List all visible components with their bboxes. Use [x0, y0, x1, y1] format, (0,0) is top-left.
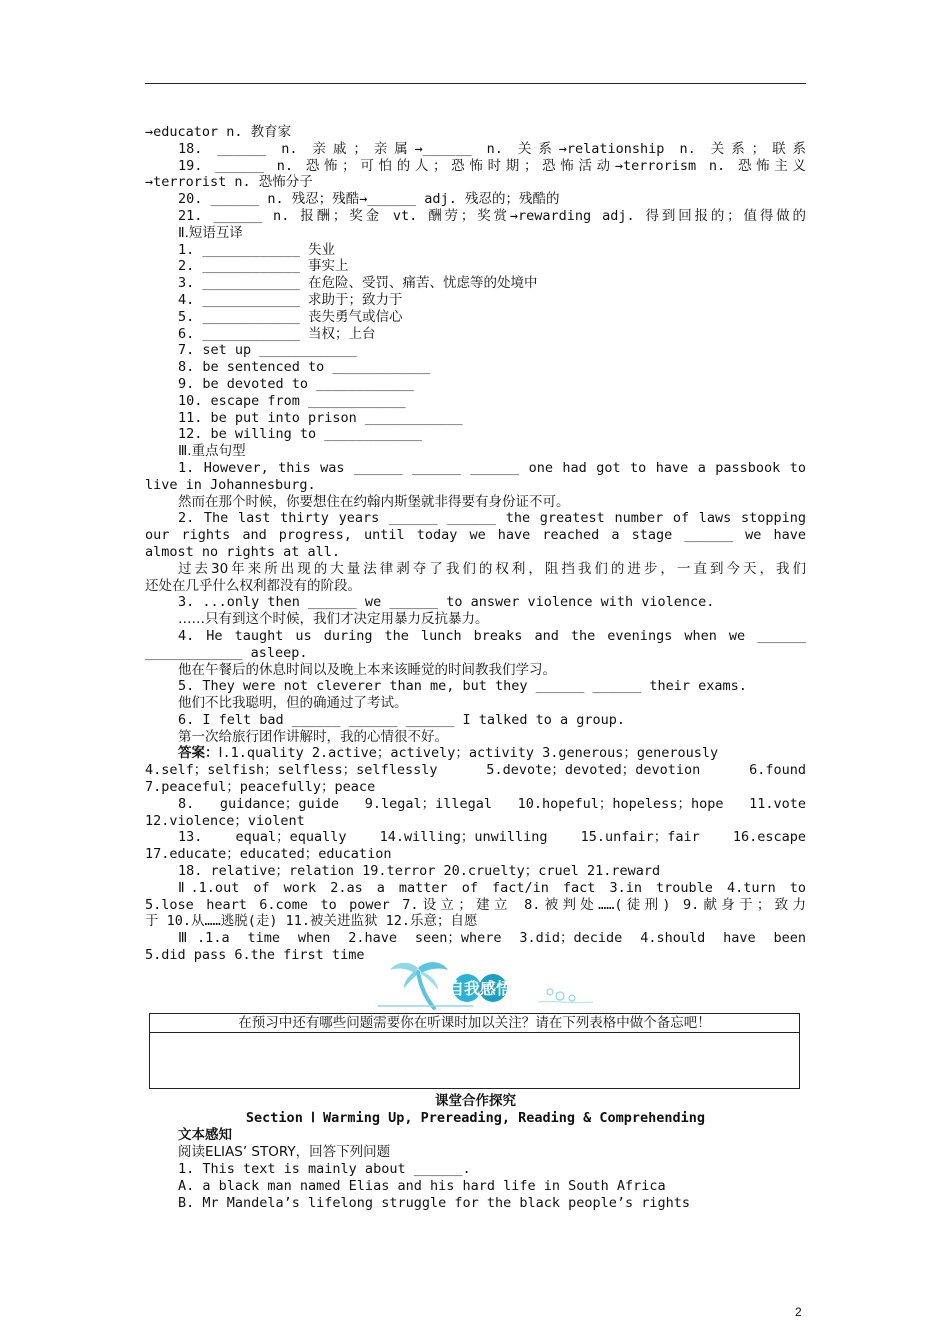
vocab-line-19: 19. ______ n. 恐怖；可怕的人；恐怖时期；恐怖活动→terrorism n. 恐怖主义 — [178, 157, 806, 174]
sentence-5-translation: 他们不比我聪明，但的确通过了考试。 — [178, 695, 408, 712]
page-number: 2 — [795, 1305, 802, 1319]
vocab-line-18: 18. ______ n. 亲戚；亲属→______ n. 关系→relationship n. 关系；联系 — [178, 140, 806, 157]
sentence-3: 3. ...only then ______ we ______ to answer violence with violence. — [178, 594, 715, 611]
self-reflection-badge — [378, 958, 603, 1014]
answers-line-10: 5.lose heart 6.come to power 7.设立；建立 8.被判处……(徒刑) 9.献身于；致力 — [145, 896, 806, 913]
memo-table — [149, 1013, 800, 1089]
sentence-4-translation: 他在午餐后的休息时间以及晚上本来该睡觉的时间教我们学习。 — [178, 661, 556, 678]
answers-line-11: 于 10.从……逃脱(走) 11.被关进监狱 12.乐意；自愿 — [145, 913, 478, 930]
sentence-1-line-1: 1. However, this was ______ ______ ______ one had got to have a passbook to — [178, 459, 806, 476]
answers-line-3: 7.peaceful；peacefully；peace — [145, 779, 376, 796]
answers-line-6: 13. equal；equally 14.willing；unwilling 15.unfair；fair 16.escape — [178, 829, 806, 846]
vocab-line-19b: →terrorist n. 恐怖分子 — [145, 174, 313, 191]
phrase-item: 7. set up ____________ — [178, 342, 357, 359]
phrase-item: 3. ____________ 在危险、受罚、痛苦、忧虑等的处境中 — [178, 275, 538, 292]
sentence-6: 6. I felt bad ______ ______ ______ I talked to a group. — [178, 711, 626, 728]
phrases-heading: Ⅱ.短语互译 — [178, 224, 243, 241]
answers-line-5: 12.violence；violent — [145, 812, 305, 829]
sentence-2-line-2: our rights and progress, until today we have reached a stage ______ we have — [145, 527, 806, 544]
memo-prompt: 在预习中还有哪些问题需要你在听课时加以关注？请在下列表格中做个备忘吧！ — [150, 1014, 799, 1033]
sentence-4-line-2: ____________ asleep. — [145, 644, 308, 661]
sentence-4-line-1: 4. He taught us during the lunch breaks and the evenings when we ______ — [178, 627, 806, 644]
badge-text: 自我感悟 — [447, 979, 513, 998]
phrase-item: 11. be put into prison ____________ — [178, 409, 463, 426]
phrase-item: 6. ____________ 当权；上台 — [178, 325, 376, 342]
classroom-section — [145, 1093, 806, 1212]
sentence-3-translation: ……只有到这个时候，我们才决定用暴力反抗暴力。 — [178, 611, 489, 628]
question-1: 1. This text is mainly about ______. — [178, 1161, 471, 1177]
answers-text: Ⅰ.1.quality 2.active；actively；activity 3.generous；generously — [218, 745, 719, 762]
bubbles-icon — [538, 989, 593, 1003]
sentence-2-line-1: 2. The last thirty years ______ ______ the greatest number of laws stopping — [178, 510, 806, 527]
sentence-6-translation: 第一次给旅行团作讲解时，我的心情很不好。 — [178, 728, 448, 745]
phrase-item: 4. ____________ 求助于；致力于 — [178, 291, 403, 308]
sentences-heading: Ⅲ.重点句型 — [178, 443, 246, 460]
header-rule — [145, 83, 806, 84]
answers-line-8: 18. relative；relation 19.terror 20.cruelty；cruel 21.reward — [178, 863, 661, 880]
option-b: B. Mr Mandela’s lifelong struggle for the black people’s rights — [178, 1195, 691, 1211]
sentence-1-line-2: live in Johannesburg. — [145, 476, 316, 493]
worksheet-body — [145, 124, 806, 964]
answers-line-7: 17.educate；educated；education — [145, 846, 392, 863]
phrase-item: 1. ____________ 失业 — [178, 241, 336, 258]
phrase-item: 2. ____________ 事实上 — [178, 258, 349, 275]
palm-tree-icon — [390, 962, 448, 1008]
sentence-5: 5. They were not cleverer than me, but they ______ ______ their exams. — [178, 678, 747, 695]
sentence-2-translation-1: 过去30年来所出现的大量法律剥夺了我们的权利，阻挡我们的进步，一直到今天，我们 — [178, 560, 806, 577]
phrase-item: 10. escape from ____________ — [178, 392, 406, 409]
vocab-line-17: →educator n. 教育家 — [145, 124, 292, 140]
answers-line-12: Ⅲ.1.a time when 2.have seen；where 3.did；decide 4.should have been — [178, 930, 806, 947]
phrase-item: 5. ____________ 丧失勇气或信心 — [178, 308, 403, 325]
answers-line-4: 8. guidance；guide 9.legal；illegal 10.hopeful；hopeless；hope 11.vote — [178, 795, 806, 812]
instruction: 阅读ELIAS’ STORY，回答下列问题 — [178, 1144, 391, 1160]
sentence-2-line-3: almost no rights at all. — [145, 543, 341, 560]
option-a: A. a black man named Elias and his hard life in South Africa — [178, 1178, 666, 1194]
phrase-item: 9. be devoted to ____________ — [178, 375, 414, 392]
answers-line-1 — [145, 745, 806, 762]
answers-label: 答案： — [178, 745, 219, 762]
phrase-item: 12. be willing to ____________ — [178, 426, 422, 443]
text-perception-label: 文本感知 — [178, 1127, 232, 1143]
sentence-2-translation-2: 还处在几乎什么权利都没有的阶段。 — [145, 577, 361, 594]
phrase-item: 8. be sentenced to ____________ — [178, 359, 430, 376]
vocab-line-20: 20. ______ n. 残忍；残酷→______ adj. 残忍的；残酷的 — [178, 191, 560, 208]
answers-line-9: Ⅱ.1.out of work 2.as a matter of fact/in fact 3.in trouble 4.turn to — [178, 879, 806, 896]
section-title: 课堂合作探究 — [435, 1093, 516, 1109]
vocab-line-21: 21. ______ n. 报酬；奖金 vt. 酬劳；奖赏→rewarding adj. 得到回报的；值得做的 — [178, 207, 806, 224]
section-subtitle: Section Ⅰ Warming Up, Prereading, Reading & Comprehending — [245, 1110, 706, 1126]
answers-line-2: 4.self；selfish；selfless；selflessly 5.devote；devoted；devotion 6.found — [145, 762, 806, 779]
sentence-1-translation: 然而在那个时候，你要想住在约翰内斯堡就非得要有身份证不可。 — [178, 493, 570, 510]
answers-line-13: 5.did pass 6.the first time — [145, 947, 365, 964]
